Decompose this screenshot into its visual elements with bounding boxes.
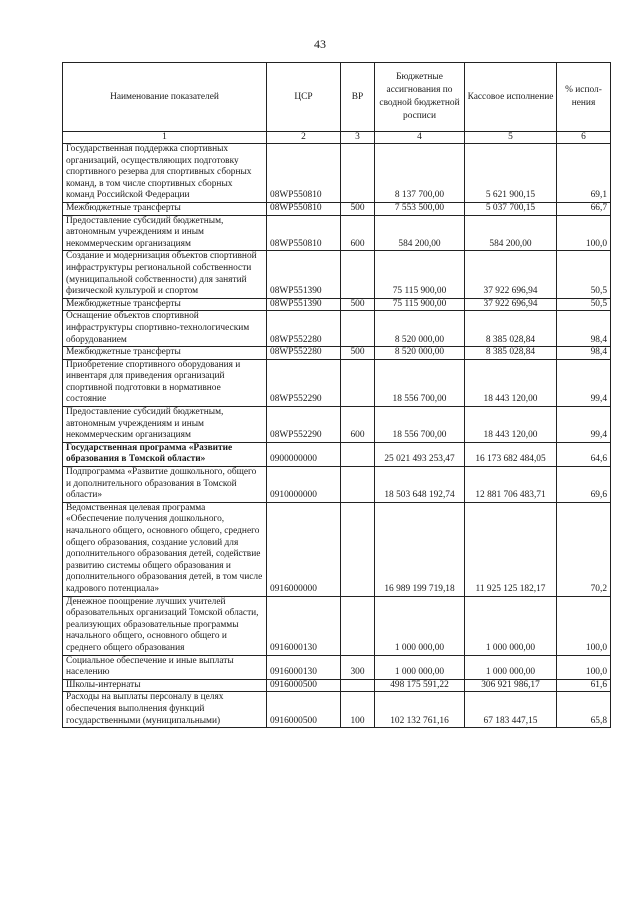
column-number: 2 <box>267 132 341 144</box>
row-name: Школы-интернаты <box>63 679 267 692</box>
row-vr <box>341 359 375 406</box>
table-row <box>63 311 611 347</box>
row-vr: 500 <box>341 298 375 311</box>
row-csr: 08WP551390 <box>267 298 341 311</box>
row-cash: 37 922 696,94 <box>465 298 557 311</box>
header-budget: Бюджетные ассигнования по сводной бюджетной росписи <box>375 63 465 132</box>
row-name: Создание и модернизация объектов спортивной инфраструктуры региональной собственности (муниципальной собственности) для занятий физической культурой и спортом <box>63 251 267 298</box>
row-cash: 306 921 986,17 <box>465 679 557 692</box>
row-name: Расходы на выплаты персоналу в целях обеспечения выполнения функций государственными (муниципальными) <box>63 692 267 728</box>
row-pct: 98,4 <box>557 311 611 347</box>
row-csr: 0916000500 <box>267 692 341 728</box>
row-csr: 08WP550810 <box>267 144 341 203</box>
row-vr: 100 <box>341 692 375 728</box>
row-cash: 8 385 028,84 <box>465 311 557 347</box>
row-cash: 8 385 028,84 <box>465 347 557 360</box>
row-pct: 100,0 <box>557 655 611 679</box>
row-pct: 50,5 <box>557 251 611 298</box>
row-budget: 75 115 900,00 <box>375 298 465 311</box>
row-csr: 0900000000 <box>267 442 341 466</box>
row-csr: 0916000130 <box>267 596 341 655</box>
row-cash: 67 183 447,15 <box>465 692 557 728</box>
header-pct: % испол-нения <box>557 63 611 132</box>
table-row <box>63 467 611 503</box>
row-csr: 08WP550810 <box>267 202 341 215</box>
row-name: Государственная программа «Развитие образования в Томской области» <box>63 442 267 466</box>
table-row <box>63 596 611 655</box>
row-csr: 08WP552290 <box>267 407 341 443</box>
row-csr: 08WP552290 <box>267 359 341 406</box>
row-cash: 1 000 000,00 <box>465 596 557 655</box>
row-budget: 8 137 700,00 <box>375 144 465 203</box>
row-budget: 7 553 500,00 <box>375 202 465 215</box>
row-cash: 12 881 706 483,71 <box>465 467 557 503</box>
table-row <box>63 144 611 203</box>
row-csr: 08WP550810 <box>267 215 341 251</box>
row-pct: 99,4 <box>557 407 611 443</box>
row-csr: 0910000000 <box>267 467 341 503</box>
row-pct: 64,6 <box>557 442 611 466</box>
row-pct: 65,8 <box>557 692 611 728</box>
row-cash: 5 621 900,15 <box>465 144 557 203</box>
budget-execution-table <box>62 62 611 728</box>
row-vr <box>341 251 375 298</box>
header-csr: ЦСР <box>267 63 341 132</box>
column-number: 1 <box>63 132 267 144</box>
row-cash: 16 173 682 484,05 <box>465 442 557 466</box>
row-budget: 75 115 900,00 <box>375 251 465 298</box>
row-pct: 50,5 <box>557 298 611 311</box>
column-number: 3 <box>341 132 375 144</box>
column-number: 6 <box>557 132 611 144</box>
row-budget: 584 200,00 <box>375 215 465 251</box>
row-budget: 8 520 000,00 <box>375 311 465 347</box>
table-row <box>63 692 611 728</box>
row-vr: 600 <box>341 215 375 251</box>
row-cash: 37 922 696,94 <box>465 251 557 298</box>
row-name: Межбюджетные трансферты <box>63 298 267 311</box>
table-header-row <box>63 63 611 132</box>
row-cash: 18 443 120,00 <box>465 359 557 406</box>
row-cash: 18 443 120,00 <box>465 407 557 443</box>
row-budget: 8 520 000,00 <box>375 347 465 360</box>
row-pct: 100,0 <box>557 596 611 655</box>
row-budget: 18 503 648 192,74 <box>375 467 465 503</box>
row-name: Подпрограмма «Развитие дошкольного, общего и дополнительного образования в Томской области» <box>63 467 267 503</box>
row-vr <box>341 467 375 503</box>
row-pct: 69,1 <box>557 144 611 203</box>
table-row <box>63 359 611 406</box>
row-csr: 0916000130 <box>267 655 341 679</box>
row-name: Приобретение спортивного оборудования и инвентаря для приведения организаций спортивной подготовки в нормативное состояние <box>63 359 267 406</box>
row-pct: 61,6 <box>557 679 611 692</box>
row-vr: 500 <box>341 347 375 360</box>
row-csr: 0916000000 <box>267 502 341 596</box>
table-row <box>63 655 611 679</box>
row-name: Денежное поощрение лучших учителей образовательных организаций Томской области, реализующих образовательные программы начального общего, основного общего и среднего общего образования <box>63 596 267 655</box>
header-cash: Кассовое исполнение <box>465 63 557 132</box>
row-name: Социальное обеспечение и иные выплаты населению <box>63 655 267 679</box>
row-cash: 1 000 000,00 <box>465 655 557 679</box>
table-row <box>63 347 611 360</box>
table-row <box>63 502 611 596</box>
row-budget: 1 000 000,00 <box>375 655 465 679</box>
row-vr: 500 <box>341 202 375 215</box>
row-budget: 1 000 000,00 <box>375 596 465 655</box>
row-name: Ведомственная целевая программа «Обеспечение получения дошкольного, начального общего, основного общего, среднего общего образования, создание условий для дополнительного образования детей, содействие развитию системы общего образования и дополнительного образования детей, в том числе кадрового потенциала» <box>63 502 267 596</box>
row-pct: 66,7 <box>557 202 611 215</box>
row-name: Предоставление субсидий бюджетным, автономным учреждениям и иным некоммерческим организациям <box>63 407 267 443</box>
row-name: Межбюджетные трансферты <box>63 347 267 360</box>
row-pct: 70,2 <box>557 502 611 596</box>
row-budget: 102 132 761,16 <box>375 692 465 728</box>
row-budget: 16 989 199 719,18 <box>375 502 465 596</box>
row-pct: 100,0 <box>557 215 611 251</box>
row-vr: 300 <box>341 655 375 679</box>
table-row <box>63 202 611 215</box>
table-row <box>63 215 611 251</box>
row-vr <box>341 144 375 203</box>
table-row <box>63 251 611 298</box>
table-body <box>63 132 611 728</box>
row-budget: 498 175 591,22 <box>375 679 465 692</box>
row-name: Межбюджетные трансферты <box>63 202 267 215</box>
row-budget: 25 021 493 253,47 <box>375 442 465 466</box>
row-vr <box>341 442 375 466</box>
row-vr <box>341 311 375 347</box>
row-name: Государственная поддержка спортивных организаций, осуществляющих подготовку спортивного резерва для спортивных сборных команд, в том числе спортивных сборных команд Российской Федерации <box>63 144 267 203</box>
row-name: Предоставление субсидий бюджетным, автономным учреждениям и иным некоммерческим организациям <box>63 215 267 251</box>
row-vr <box>341 502 375 596</box>
row-cash: 584 200,00 <box>465 215 557 251</box>
table-row <box>63 407 611 443</box>
column-number: 5 <box>465 132 557 144</box>
row-pct: 69,6 <box>557 467 611 503</box>
table-row <box>63 679 611 692</box>
page-number: 43 <box>314 37 326 51</box>
column-number: 4 <box>375 132 465 144</box>
row-pct: 99,4 <box>557 359 611 406</box>
row-csr: 08WP551390 <box>267 251 341 298</box>
row-cash: 5 037 700,15 <box>465 202 557 215</box>
row-name: Оснащение объектов спортивной инфраструктуры спортивно-технологическим оборудованием <box>63 311 267 347</box>
header-name: Наименование показателей <box>63 63 267 132</box>
table-row <box>63 442 611 466</box>
row-budget: 18 556 700,00 <box>375 407 465 443</box>
row-csr: 08WP552280 <box>267 311 341 347</box>
row-vr: 600 <box>341 407 375 443</box>
row-cash: 11 925 125 182,17 <box>465 502 557 596</box>
row-csr: 0916000500 <box>267 679 341 692</box>
row-csr: 08WP552280 <box>267 347 341 360</box>
table-row <box>63 298 611 311</box>
row-pct: 98,4 <box>557 347 611 360</box>
row-budget: 18 556 700,00 <box>375 359 465 406</box>
column-number-row <box>63 132 611 144</box>
row-vr <box>341 596 375 655</box>
header-vr: ВР <box>341 63 375 132</box>
row-vr <box>341 679 375 692</box>
